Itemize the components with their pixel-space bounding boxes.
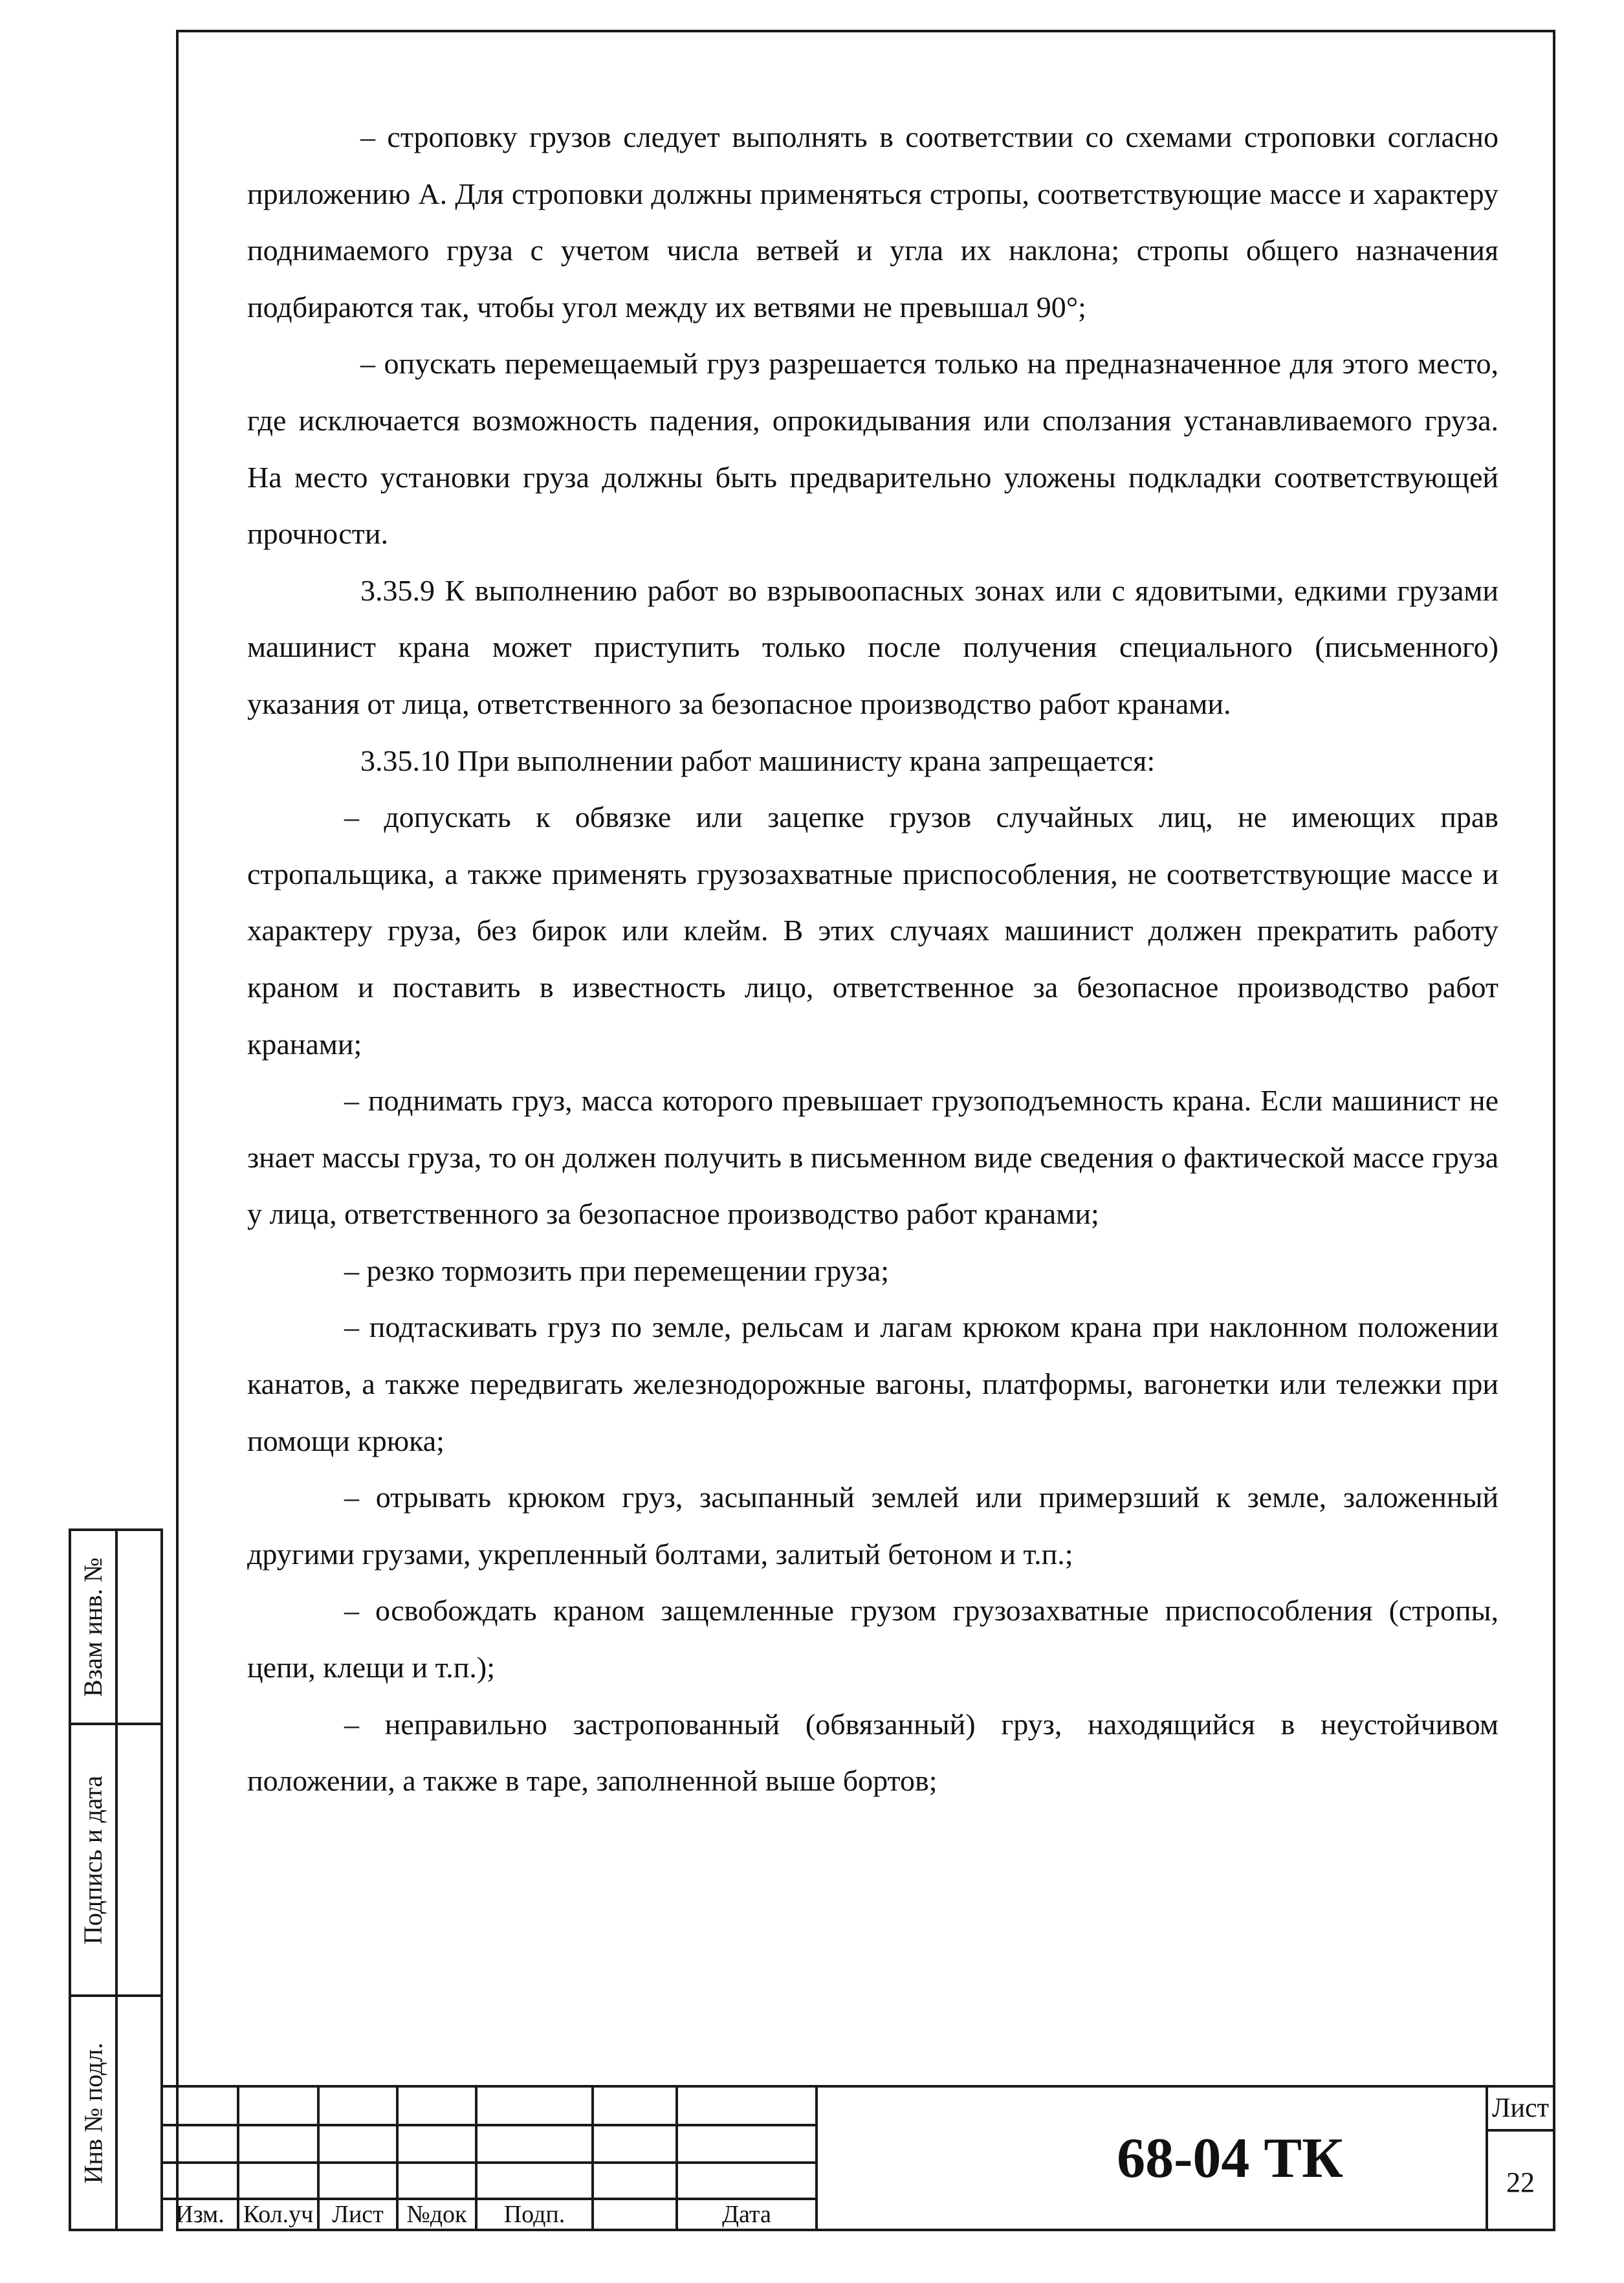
paragraph: – резко тормозить при перемещении груза; — [344, 1253, 889, 1287]
paragraph: – допускать к обвязке или зацепке грузов случайных лиц, не имеющих прав стропальщика, а также применять грузозахватные приспособления, не соответствующие массе и характеру груза, без бирок или клейм. В этих случаях машинист должен прекратить работу краном и поставить в известность лицо, ответственное за безопасное производство работ кранами; — [247, 800, 1498, 1061]
paragraph: 3.35.10 При выполнении работ машинисту крана запрещается: — [360, 744, 1156, 777]
col-podp: Подп. — [503, 2201, 565, 2228]
margin-box-inv — [69, 1994, 163, 2231]
sheet-label: Лист — [1492, 2093, 1549, 2123]
paragraph: – опускать перемещаемый груз разрешается только на предназначенное для этого место, где исключается возможность падения, опрокидывания или сползания устанавливаемого груза. На место установки груза должны быть предварительно уложены подкладки соответствующей прочности. — [247, 347, 1498, 551]
margin-label-inv: Инв № подл. — [78, 2042, 108, 2183]
col-kol-uch: Кол.уч — [243, 2201, 314, 2228]
col-list: Лист — [332, 2201, 384, 2228]
margin-box-podpis — [69, 1723, 163, 1994]
paragraph: 3.35.9 К выполнению работ во взрывоопасных зонах или с ядовитыми, едкими грузами машинист крана может приступить только после получения специального (письменного) указания от лица, ответственного за безопасное производство работ кранами. — [247, 573, 1498, 720]
margin-label-podpis: Подпись и дата — [78, 1775, 108, 1945]
col-ndok: №док — [406, 2201, 467, 2228]
col-izm: Изм. — [175, 2201, 225, 2228]
title-block — [160, 2085, 1555, 2231]
paragraph: – подтаскивать груз по земле, рельсам и лагам крюком крана при наклонном положении канатов, а также передвигать железнодорожные вагоны, платформы, вагонетки или тележки при помощи крюка; — [247, 1310, 1498, 1457]
sheet-number: 22 — [1506, 2166, 1535, 2198]
paragraph: – поднимать груз, масса которого превышает грузоподъемность крана. Если машинист не знает массы груза, то он должен получить в письменном виде сведения о фактической массе груза у лица, ответственного за безопасное производство работ кранами; — [247, 1084, 1498, 1231]
paragraph: – строповку грузов следует выполнять в соответствии со схемами строповки согласно приложению А. Для строповки должны применяться стропы, соответствующие массе и характеру поднимаемого груза с учетом числа ветвей и угла их наклона; стропы общего назначения подбираются так, чтобы угол между их ветвями не превышал 90°; — [247, 120, 1498, 324]
col-data: Дата — [722, 2201, 771, 2228]
margin-label-vzam: Взам инв. № — [78, 1557, 108, 1697]
paragraph: – неправильно застропованный (обвязанный) груз, находящийся в неустойчивом положении, а также в таре, заполненной выше бортов; — [247, 1707, 1498, 1798]
margin-box-vzam — [69, 1528, 163, 1723]
document-code-text: 68-04 ТК — [1117, 2126, 1343, 2190]
paragraph: – отрывать крюком груз, засыпанный землей или примерзший к земле, заложенный другими грузами, укрепленный болтами, залитый бетоном и т.п.; — [247, 1481, 1498, 1571]
document-body — [247, 109, 1498, 1809]
paragraph: – освобождать краном защемленные грузом грузозахватные приспособления (стропы, цепи, клещи и т.п.); — [247, 1594, 1498, 1684]
